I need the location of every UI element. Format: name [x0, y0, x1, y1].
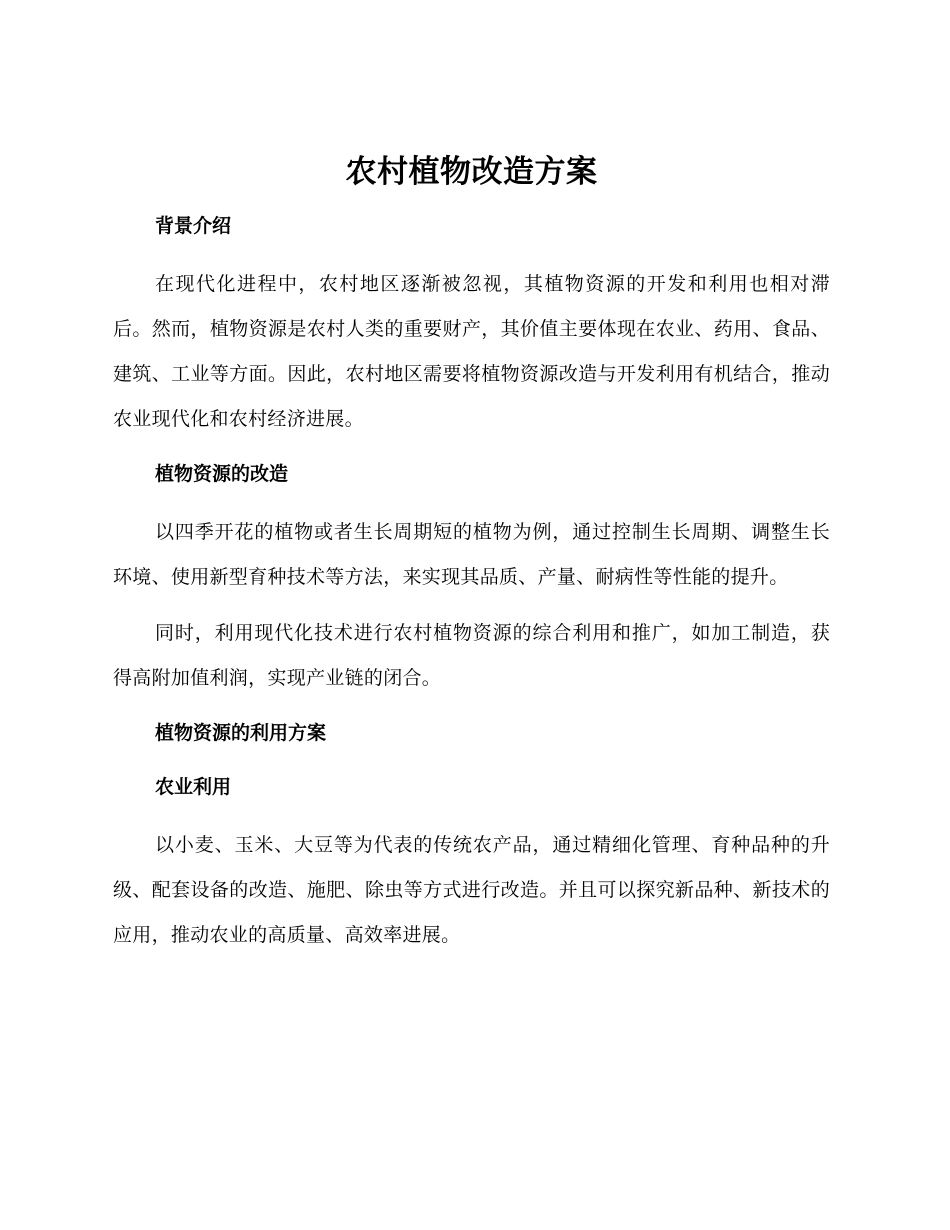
section-heading-background: 背景介绍: [155, 215, 232, 237]
section-heading-transformation: 植物资源的改造: [155, 463, 289, 485]
document-body: [113, 150, 830, 958]
document-title: 农村植物改造方案: [345, 154, 598, 190]
section-heading-utilization-plan: 植物资源的利用方案: [155, 722, 327, 744]
transformation-paragraph-2: 同时，利用现代化技术进行农村植物资源的综合利用和推广，如加工制造，获得高附加值利润，实现产业链的闭合。: [113, 622, 830, 689]
background-paragraph: 在现代化进程中，农村地区逐渐被忽视，其植物资源的开发和利用也相对滞后。然而，植物资源是农村人类的重要财产，其价值主要体现在农业、药用、食品、建筑、工业等方面。因此，农村地区需要将植物资源改造与开发利用有机结合，推动农业现代化和农村经济进展。: [113, 273, 830, 430]
transformation-paragraph-1: 以四季开花的植物或者生长周期短的植物为例，通过控制生长周期、调整生长环境、使用新型育种技术等方法，来实现其品质、产量、耐病性等性能的提升。: [113, 521, 830, 588]
agricultural-use-paragraph: 以小麦、玉米、大豆等为代表的传统农产品，通过精细化管理、育种品种的升级、配套设备的改造、施肥、除虫等方式进行改造。并且可以探究新品种、新技术的应用，推动农业的高质量、高效率进展。: [113, 834, 830, 946]
section-heading-agricultural-use: 农业利用: [155, 776, 232, 798]
